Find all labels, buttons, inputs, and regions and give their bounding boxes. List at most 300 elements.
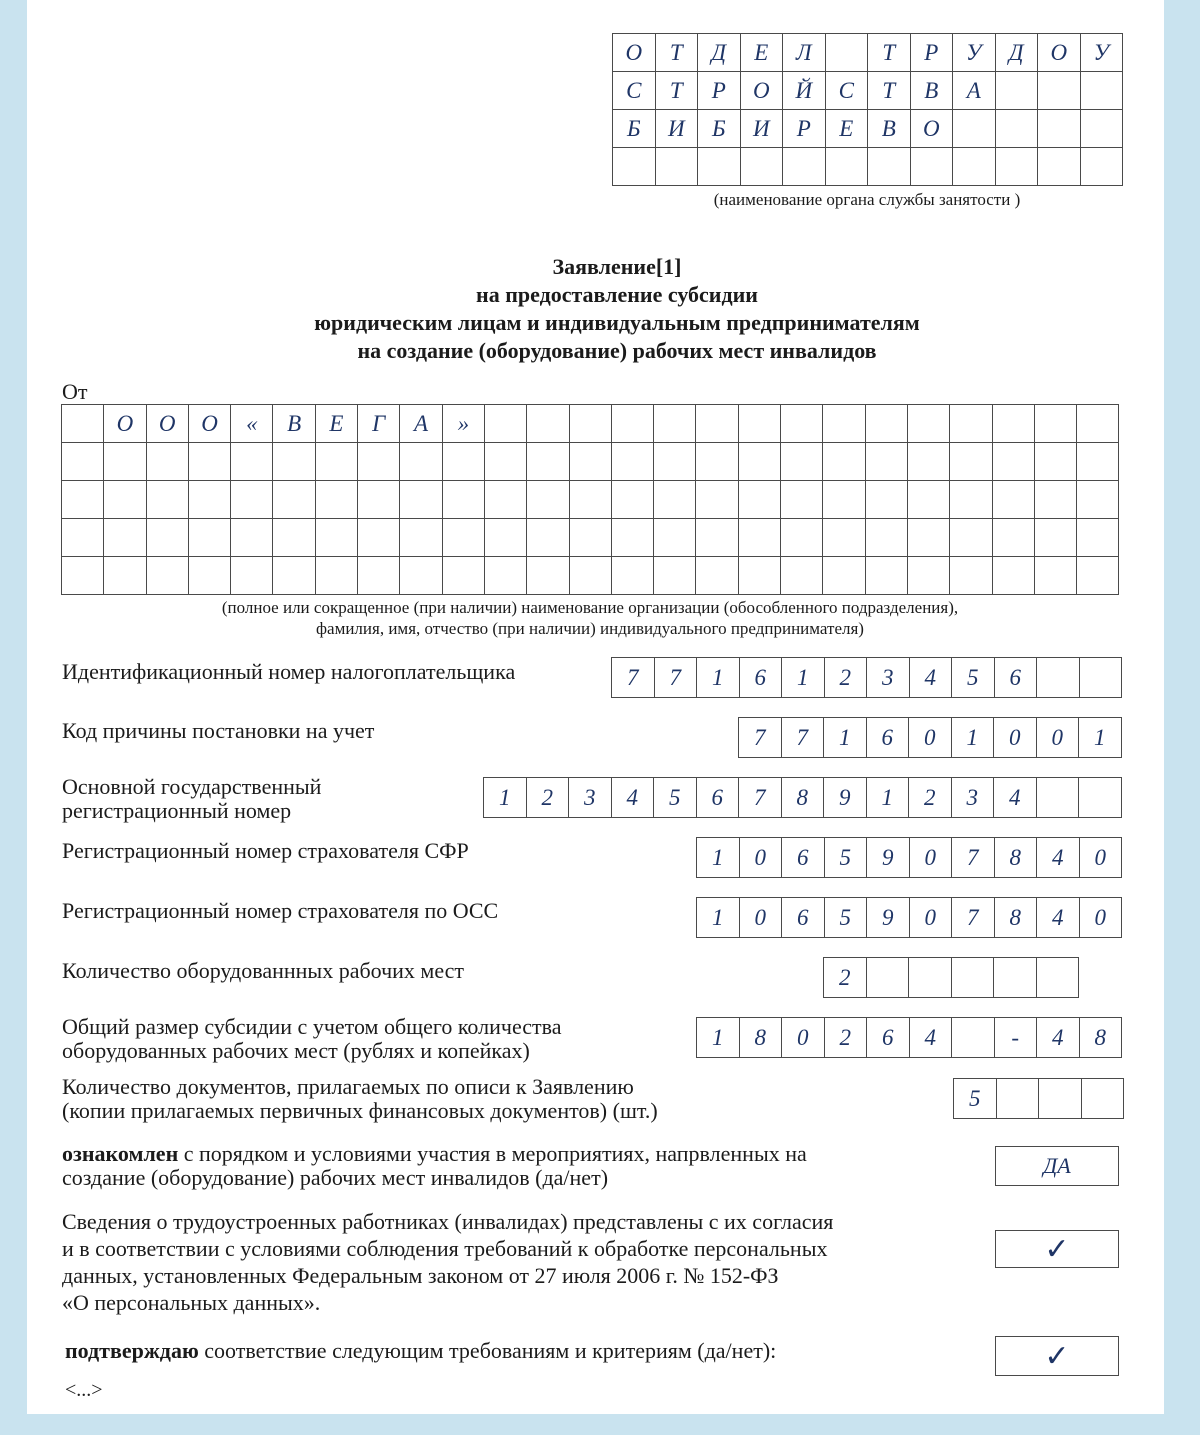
grid-cell[interactable]: [611, 405, 653, 443]
grid-cell[interactable]: 9: [867, 838, 910, 878]
grid-cell[interactable]: 2: [824, 1018, 867, 1058]
grid-cell[interactable]: [611, 481, 653, 519]
grid-cell[interactable]: [484, 481, 526, 519]
from-caption-1: (полное или сокращенное (при наличии) наименование организации (обособленного подразделения),: [221, 598, 959, 617]
grid-cell[interactable]: [611, 519, 653, 557]
grid-cell[interactable]: «: [231, 405, 273, 443]
grid-cell[interactable]: Т: [655, 34, 698, 72]
grid-cell[interactable]: [781, 557, 823, 595]
grid-cell[interactable]: Т: [868, 34, 911, 72]
grid-cell[interactable]: [188, 481, 230, 519]
grid-cell[interactable]: И: [655, 110, 698, 148]
grid-cell[interactable]: 2: [526, 778, 569, 818]
grid-cell[interactable]: [992, 519, 1034, 557]
grid-row: [613, 72, 1123, 110]
grid-cell[interactable]: [611, 557, 653, 595]
grid-cell[interactable]: [738, 443, 780, 481]
oss-grid: [696, 897, 1122, 938]
grid-cell[interactable]: [738, 557, 780, 595]
grid-cell[interactable]: О: [146, 405, 188, 443]
grid-cell[interactable]: [696, 443, 738, 481]
acquainted-bold: ознакомлен: [62, 1141, 179, 1166]
grid-cell[interactable]: 6: [696, 778, 739, 818]
grid-cell[interactable]: 1: [697, 658, 740, 698]
grid-cell[interactable]: [1034, 557, 1076, 595]
grid-cell[interactable]: »: [442, 405, 484, 443]
grid-cell[interactable]: [738, 481, 780, 519]
grid-cell[interactable]: [950, 481, 992, 519]
grid-cell[interactable]: [1079, 658, 1122, 698]
grid-cell[interactable]: [823, 557, 865, 595]
grid-cell[interactable]: [231, 557, 273, 595]
consent-line-1: Сведения о трудоустроенных работниках (инвалидах) представлены с их согласия: [62, 1209, 834, 1234]
consent-line-3: данных, установленных Федеральным законом от 27 июля 2006 г. № 152-ФЗ: [62, 1263, 779, 1288]
grid-cell[interactable]: 0: [1079, 898, 1122, 938]
grid-cell[interactable]: [188, 443, 230, 481]
grid-cell[interactable]: [273, 443, 315, 481]
grid-cell[interactable]: 0: [1079, 838, 1122, 878]
grid-cell[interactable]: [62, 443, 104, 481]
grid-cell[interactable]: 6: [739, 658, 782, 698]
ogrn-grid: [483, 777, 1122, 818]
grid-cell[interactable]: [907, 481, 949, 519]
grid-cell[interactable]: [1081, 1079, 1124, 1119]
grid-cell[interactable]: [823, 519, 865, 557]
grid-cell[interactable]: 1: [824, 718, 867, 758]
grid-cell[interactable]: [315, 519, 357, 557]
grid-cell[interactable]: [273, 519, 315, 557]
grid-cell[interactable]: В: [273, 405, 315, 443]
grid-cell[interactable]: [654, 405, 696, 443]
grid-cell[interactable]: [865, 481, 907, 519]
grid-cell[interactable]: [1080, 148, 1123, 186]
grid-cell[interactable]: 3: [867, 658, 910, 698]
grid-cell[interactable]: 3: [951, 778, 994, 818]
grid-cell[interactable]: [231, 443, 273, 481]
grid-cell[interactable]: [823, 405, 865, 443]
grid-cell[interactable]: 7: [952, 838, 995, 878]
grid-cell[interactable]: [654, 481, 696, 519]
grid-cell[interactable]: [400, 481, 442, 519]
grid-cell[interactable]: 6: [866, 718, 909, 758]
grid-cell[interactable]: [825, 34, 868, 72]
grid-cell[interactable]: [1034, 405, 1076, 443]
agency-name-grid: [612, 33, 1123, 186]
grid-cell[interactable]: Е: [825, 110, 868, 148]
grid-cell[interactable]: 2: [824, 958, 867, 998]
grid-cell[interactable]: [866, 958, 909, 998]
grid-cell[interactable]: [400, 443, 442, 481]
grid-cell[interactable]: [1077, 443, 1119, 481]
grid-cell[interactable]: 1: [697, 898, 740, 938]
grid-cell[interactable]: С: [613, 72, 656, 110]
grid-cell[interactable]: [907, 557, 949, 595]
grid-cell[interactable]: 2: [909, 778, 952, 818]
grid-cell[interactable]: 0: [739, 898, 782, 938]
grid-cell[interactable]: В: [868, 110, 911, 148]
grid-cell[interactable]: [950, 443, 992, 481]
grid-cell[interactable]: [996, 1079, 1039, 1119]
grid-cell[interactable]: [442, 557, 484, 595]
grid-cell[interactable]: [62, 405, 104, 443]
grid-cell[interactable]: 7: [654, 658, 697, 698]
from-caption-2: фамилия, имя, отчество (при наличии) индивидуального предпринимателя): [316, 619, 864, 638]
grid-cell[interactable]: О: [104, 405, 146, 443]
grid-cell[interactable]: 8: [1079, 1018, 1122, 1058]
grid-cell[interactable]: [992, 443, 1034, 481]
grid-cell[interactable]: [62, 557, 104, 595]
grid-cell[interactable]: [1038, 72, 1081, 110]
grid-cell[interactable]: [1077, 557, 1119, 595]
grid-cell[interactable]: [1077, 481, 1119, 519]
grid-cell[interactable]: 5: [952, 658, 995, 698]
grid-cell[interactable]: 8: [994, 898, 1037, 938]
grid-cell[interactable]: [823, 481, 865, 519]
title-line-1: Заявление[1]: [552, 254, 682, 279]
grid-row: [612, 658, 1122, 698]
grid-cell[interactable]: О: [188, 405, 230, 443]
grid-cell[interactable]: [781, 405, 823, 443]
grid-cell[interactable]: [527, 519, 569, 557]
grid-row: [613, 34, 1123, 72]
grid-cell[interactable]: Д: [698, 34, 741, 72]
grid-cell[interactable]: [1037, 658, 1080, 698]
grid-cell[interactable]: 0: [909, 718, 952, 758]
grid-cell[interactable]: [953, 110, 996, 148]
kpp-grid: [738, 717, 1122, 758]
grid-cell[interactable]: Р: [698, 72, 741, 110]
grid-cell[interactable]: 4: [611, 778, 654, 818]
grid-cell[interactable]: А: [953, 72, 996, 110]
grid-cell[interactable]: О: [613, 34, 656, 72]
inn-grid: [611, 657, 1122, 698]
grid-cell[interactable]: [655, 148, 698, 186]
grid-cell[interactable]: [146, 557, 188, 595]
applicant-name-grid: [61, 404, 1119, 595]
grid-cell[interactable]: [1080, 72, 1123, 110]
grid-cell[interactable]: [569, 405, 611, 443]
kpp-label: Код причины постановки на учет: [62, 718, 375, 743]
grid-cell[interactable]: 1: [697, 1018, 740, 1058]
confirm-line: [65, 1339, 776, 1363]
grid-cell[interactable]: Р: [783, 110, 826, 148]
grid-cell[interactable]: 0: [739, 838, 782, 878]
agency-caption: (наименование органа службы занятости ): [713, 190, 1021, 209]
grid-cell[interactable]: [104, 557, 146, 595]
grid-cell[interactable]: [358, 443, 400, 481]
grid-cell[interactable]: 6: [782, 898, 825, 938]
title-line-4: на создание (оборудование) рабочих мест инвалидов: [357, 338, 877, 363]
grid-cell[interactable]: [696, 481, 738, 519]
grid-cell[interactable]: [484, 443, 526, 481]
grid-cell[interactable]: [1077, 405, 1119, 443]
grid-cell[interactable]: 7: [739, 778, 782, 818]
grid-cell[interactable]: [1080, 110, 1123, 148]
grid-cell[interactable]: 1: [697, 838, 740, 878]
grid-cell[interactable]: 3: [569, 778, 612, 818]
grid-cell[interactable]: 0: [994, 718, 1037, 758]
grid-cell[interactable]: [825, 148, 868, 186]
grid-cell[interactable]: О: [1038, 34, 1081, 72]
grid-cell[interactable]: [781, 519, 823, 557]
grid-cell[interactable]: [951, 958, 994, 998]
grid-cell[interactable]: [273, 557, 315, 595]
grid-cell[interactable]: [823, 443, 865, 481]
grid-row: [62, 481, 1119, 519]
grid-cell[interactable]: [442, 519, 484, 557]
grid-cell[interactable]: 2: [824, 658, 867, 698]
grid-row: [954, 1079, 1124, 1119]
docs-label-2: (копии прилагаемых первичных финансовых документов) (шт.): [62, 1098, 658, 1123]
confirm-checkbox[interactable]: [995, 1336, 1119, 1376]
grid-cell[interactable]: [950, 405, 992, 443]
grid-cell[interactable]: [484, 519, 526, 557]
grid-cell[interactable]: [865, 405, 907, 443]
grid-cell[interactable]: [654, 443, 696, 481]
grid-cell[interactable]: [613, 148, 656, 186]
grid-cell[interactable]: Е: [315, 405, 357, 443]
grid-cell[interactable]: [1038, 148, 1081, 186]
grid-cell[interactable]: 6: [867, 1018, 910, 1058]
grid-cell[interactable]: [231, 519, 273, 557]
grid-cell[interactable]: [992, 557, 1034, 595]
grid-cell[interactable]: 7: [739, 718, 782, 758]
grid-cell[interactable]: Т: [655, 72, 698, 110]
grid-row: [484, 778, 1122, 818]
grid-cell[interactable]: О: [910, 110, 953, 148]
grid-cell[interactable]: [994, 958, 1037, 998]
grid-cell[interactable]: 7: [612, 658, 655, 698]
grid-cell[interactable]: 9: [824, 778, 867, 818]
grid-cell[interactable]: [569, 443, 611, 481]
grid-cell[interactable]: [654, 519, 696, 557]
grid-cell[interactable]: [781, 443, 823, 481]
grid-cell[interactable]: [146, 519, 188, 557]
grid-cell[interactable]: 0: [909, 898, 952, 938]
grid-cell[interactable]: 1: [1079, 718, 1122, 758]
grid-cell[interactable]: [315, 481, 357, 519]
grid-cell[interactable]: [992, 405, 1034, 443]
grid-cell[interactable]: [62, 481, 104, 519]
grid-cell[interactable]: [1034, 443, 1076, 481]
docs-label-1: Количество документов, прилагаемых по описи к Заявлению: [62, 1074, 634, 1099]
grid-cell[interactable]: 1: [866, 778, 909, 818]
grid-row: [62, 519, 1119, 557]
grid-cell[interactable]: [1036, 958, 1079, 998]
grid-row: [697, 898, 1122, 938]
grid-row: [739, 718, 1122, 758]
grid-cell[interactable]: 4: [1037, 1018, 1080, 1058]
grid-cell[interactable]: 0: [909, 838, 952, 878]
grid-row: [62, 443, 1119, 481]
grid-cell[interactable]: Д: [995, 34, 1038, 72]
grid-cell[interactable]: [738, 519, 780, 557]
grid-cell[interactable]: [442, 443, 484, 481]
grid-cell[interactable]: [696, 557, 738, 595]
docs-grid: [953, 1078, 1124, 1119]
grid-cell[interactable]: С: [825, 72, 868, 110]
grid-cell[interactable]: [950, 519, 992, 557]
grid-cell[interactable]: [442, 481, 484, 519]
grid-cell[interactable]: [62, 519, 104, 557]
grid-cell[interactable]: [484, 405, 526, 443]
grid-cell[interactable]: [865, 557, 907, 595]
grid-cell[interactable]: [315, 557, 357, 595]
checkmark-icon: ✓: [1044, 1339, 1070, 1373]
grid-cell[interactable]: [1038, 110, 1081, 148]
grid-cell[interactable]: [273, 481, 315, 519]
grid-cell[interactable]: 8: [994, 838, 1037, 878]
grid-cell[interactable]: 4: [1037, 898, 1080, 938]
grid-row: [62, 557, 1119, 595]
grid-cell[interactable]: 5: [824, 838, 867, 878]
consent-line-2: и в соответствии с условиями соблюдения требований к обработке персональных: [62, 1236, 828, 1261]
acquainted-value-box[interactable]: [995, 1146, 1119, 1186]
grid-cell[interactable]: У: [1080, 34, 1123, 72]
grid-cell[interactable]: 1: [484, 778, 527, 818]
grid-cell[interactable]: 6: [782, 838, 825, 878]
grid-cell[interactable]: [104, 481, 146, 519]
grid-cell[interactable]: [569, 519, 611, 557]
grid-cell[interactable]: [400, 519, 442, 557]
grid-cell[interactable]: [783, 148, 826, 186]
subsidy-label-2: оборудованных рабочих мест (рублях и копейках): [62, 1038, 530, 1063]
grid-cell[interactable]: [950, 557, 992, 595]
grid-cell[interactable]: [358, 481, 400, 519]
grid-row: [613, 148, 1123, 186]
grid-cell[interactable]: [1039, 1079, 1082, 1119]
grid-cell[interactable]: [781, 481, 823, 519]
grid-cell[interactable]: 9: [867, 898, 910, 938]
grid-cell[interactable]: [995, 110, 1038, 148]
grid-cell[interactable]: [907, 405, 949, 443]
grid-cell[interactable]: [865, 443, 907, 481]
workplaces-label: Количество оборудованнных рабочих мест: [62, 958, 465, 983]
grid-cell[interactable]: 1: [951, 718, 994, 758]
grid-cell[interactable]: [1077, 519, 1119, 557]
grid-cell[interactable]: 0: [782, 1018, 825, 1058]
grid-cell[interactable]: 8: [781, 778, 824, 818]
subsidy-grid: [696, 1017, 1122, 1058]
grid-cell[interactable]: [1036, 778, 1079, 818]
grid-cell[interactable]: [952, 1018, 995, 1058]
consent-checkbox[interactable]: [995, 1230, 1119, 1268]
grid-cell[interactable]: [1079, 778, 1122, 818]
grid-cell[interactable]: [527, 481, 569, 519]
grid-cell[interactable]: [569, 557, 611, 595]
grid-cell[interactable]: [953, 148, 996, 186]
grid-cell[interactable]: [527, 557, 569, 595]
grid-cell[interactable]: 5: [654, 778, 697, 818]
grid-cell[interactable]: У: [953, 34, 996, 72]
grid-cell[interactable]: Т: [868, 72, 911, 110]
grid-cell[interactable]: 4: [909, 658, 952, 698]
grid-cell[interactable]: [696, 519, 738, 557]
grid-cell[interactable]: 1: [782, 658, 825, 698]
grid-cell[interactable]: [1034, 481, 1076, 519]
grid-cell[interactable]: 7: [952, 898, 995, 938]
grid-cell[interactable]: Й: [783, 72, 826, 110]
grid-cell[interactable]: [146, 443, 188, 481]
grid-cell[interactable]: 5: [824, 898, 867, 938]
grid-cell[interactable]: И: [740, 110, 783, 148]
grid-cell[interactable]: 0: [1036, 718, 1079, 758]
grid-cell[interactable]: 4: [909, 1018, 952, 1058]
consent-line-4: «О персональных данных».: [62, 1290, 321, 1315]
grid-cell[interactable]: -: [994, 1018, 1037, 1058]
grid-cell[interactable]: [992, 481, 1034, 519]
grid-cell[interactable]: Е: [740, 34, 783, 72]
grid-cell[interactable]: Б: [698, 110, 741, 148]
grid-cell[interactable]: [400, 557, 442, 595]
grid-cell[interactable]: [611, 443, 653, 481]
grid-cell[interactable]: [995, 148, 1038, 186]
grid-cell[interactable]: [146, 481, 188, 519]
grid-cell[interactable]: [907, 519, 949, 557]
grid-cell[interactable]: 8: [739, 1018, 782, 1058]
grid-cell[interactable]: Г: [358, 405, 400, 443]
grid-cell[interactable]: [910, 148, 953, 186]
grid-cell[interactable]: А: [400, 405, 442, 443]
grid-cell[interactable]: [358, 519, 400, 557]
grid-cell[interactable]: 4: [994, 778, 1037, 818]
grid-cell[interactable]: [569, 481, 611, 519]
grid-cell[interactable]: В: [910, 72, 953, 110]
grid-cell[interactable]: [907, 443, 949, 481]
ogrn-label-1: Основной государственный: [62, 774, 322, 799]
grid-cell[interactable]: 4: [1037, 838, 1080, 878]
grid-cell[interactable]: [231, 481, 273, 519]
grid-cell[interactable]: [188, 557, 230, 595]
grid-cell[interactable]: 6: [994, 658, 1037, 698]
grid-cell[interactable]: Л: [783, 34, 826, 72]
ellipsis-text: <...>: [65, 1379, 103, 1401]
confirm-bold: подтверждаю: [65, 1338, 199, 1363]
grid-cell[interactable]: [698, 148, 741, 186]
grid-cell[interactable]: Р: [910, 34, 953, 72]
grid-cell[interactable]: [358, 557, 400, 595]
grid-cell[interactable]: [654, 557, 696, 595]
grid-cell[interactable]: [995, 72, 1038, 110]
workplaces-grid: [823, 957, 1079, 998]
grid-cell[interactable]: 7: [781, 718, 824, 758]
grid-cell[interactable]: О: [740, 72, 783, 110]
grid-cell[interactable]: 5: [954, 1079, 997, 1119]
grid-cell[interactable]: [527, 405, 569, 443]
grid-cell[interactable]: [1034, 519, 1076, 557]
confirm-text: соответствие следующим требованиям и критериям (да/нет):: [198, 1338, 777, 1363]
ogrn-label-2: регистрационный номер: [62, 798, 292, 823]
grid-cell[interactable]: [104, 519, 146, 557]
grid-cell[interactable]: [740, 148, 783, 186]
grid-cell[interactable]: [865, 519, 907, 557]
grid-cell[interactable]: [484, 557, 526, 595]
grid-row: [697, 838, 1122, 878]
grid-cell[interactable]: [696, 405, 738, 443]
sfr-label: Регистрационный номер страхователя СФР: [62, 838, 469, 863]
grid-cell[interactable]: [527, 443, 569, 481]
grid-cell[interactable]: [104, 443, 146, 481]
checkmark-icon: ✓: [1044, 1232, 1070, 1266]
grid-cell[interactable]: [868, 148, 911, 186]
grid-cell[interactable]: [738, 405, 780, 443]
grid-cell[interactable]: [315, 443, 357, 481]
grid-cell[interactable]: [188, 519, 230, 557]
grid-cell[interactable]: [909, 958, 952, 998]
acquainted-value: ДА: [1043, 1153, 1071, 1178]
grid-cell[interactable]: Б: [613, 110, 656, 148]
title-line-2: на предоставление субсидии: [476, 282, 758, 307]
